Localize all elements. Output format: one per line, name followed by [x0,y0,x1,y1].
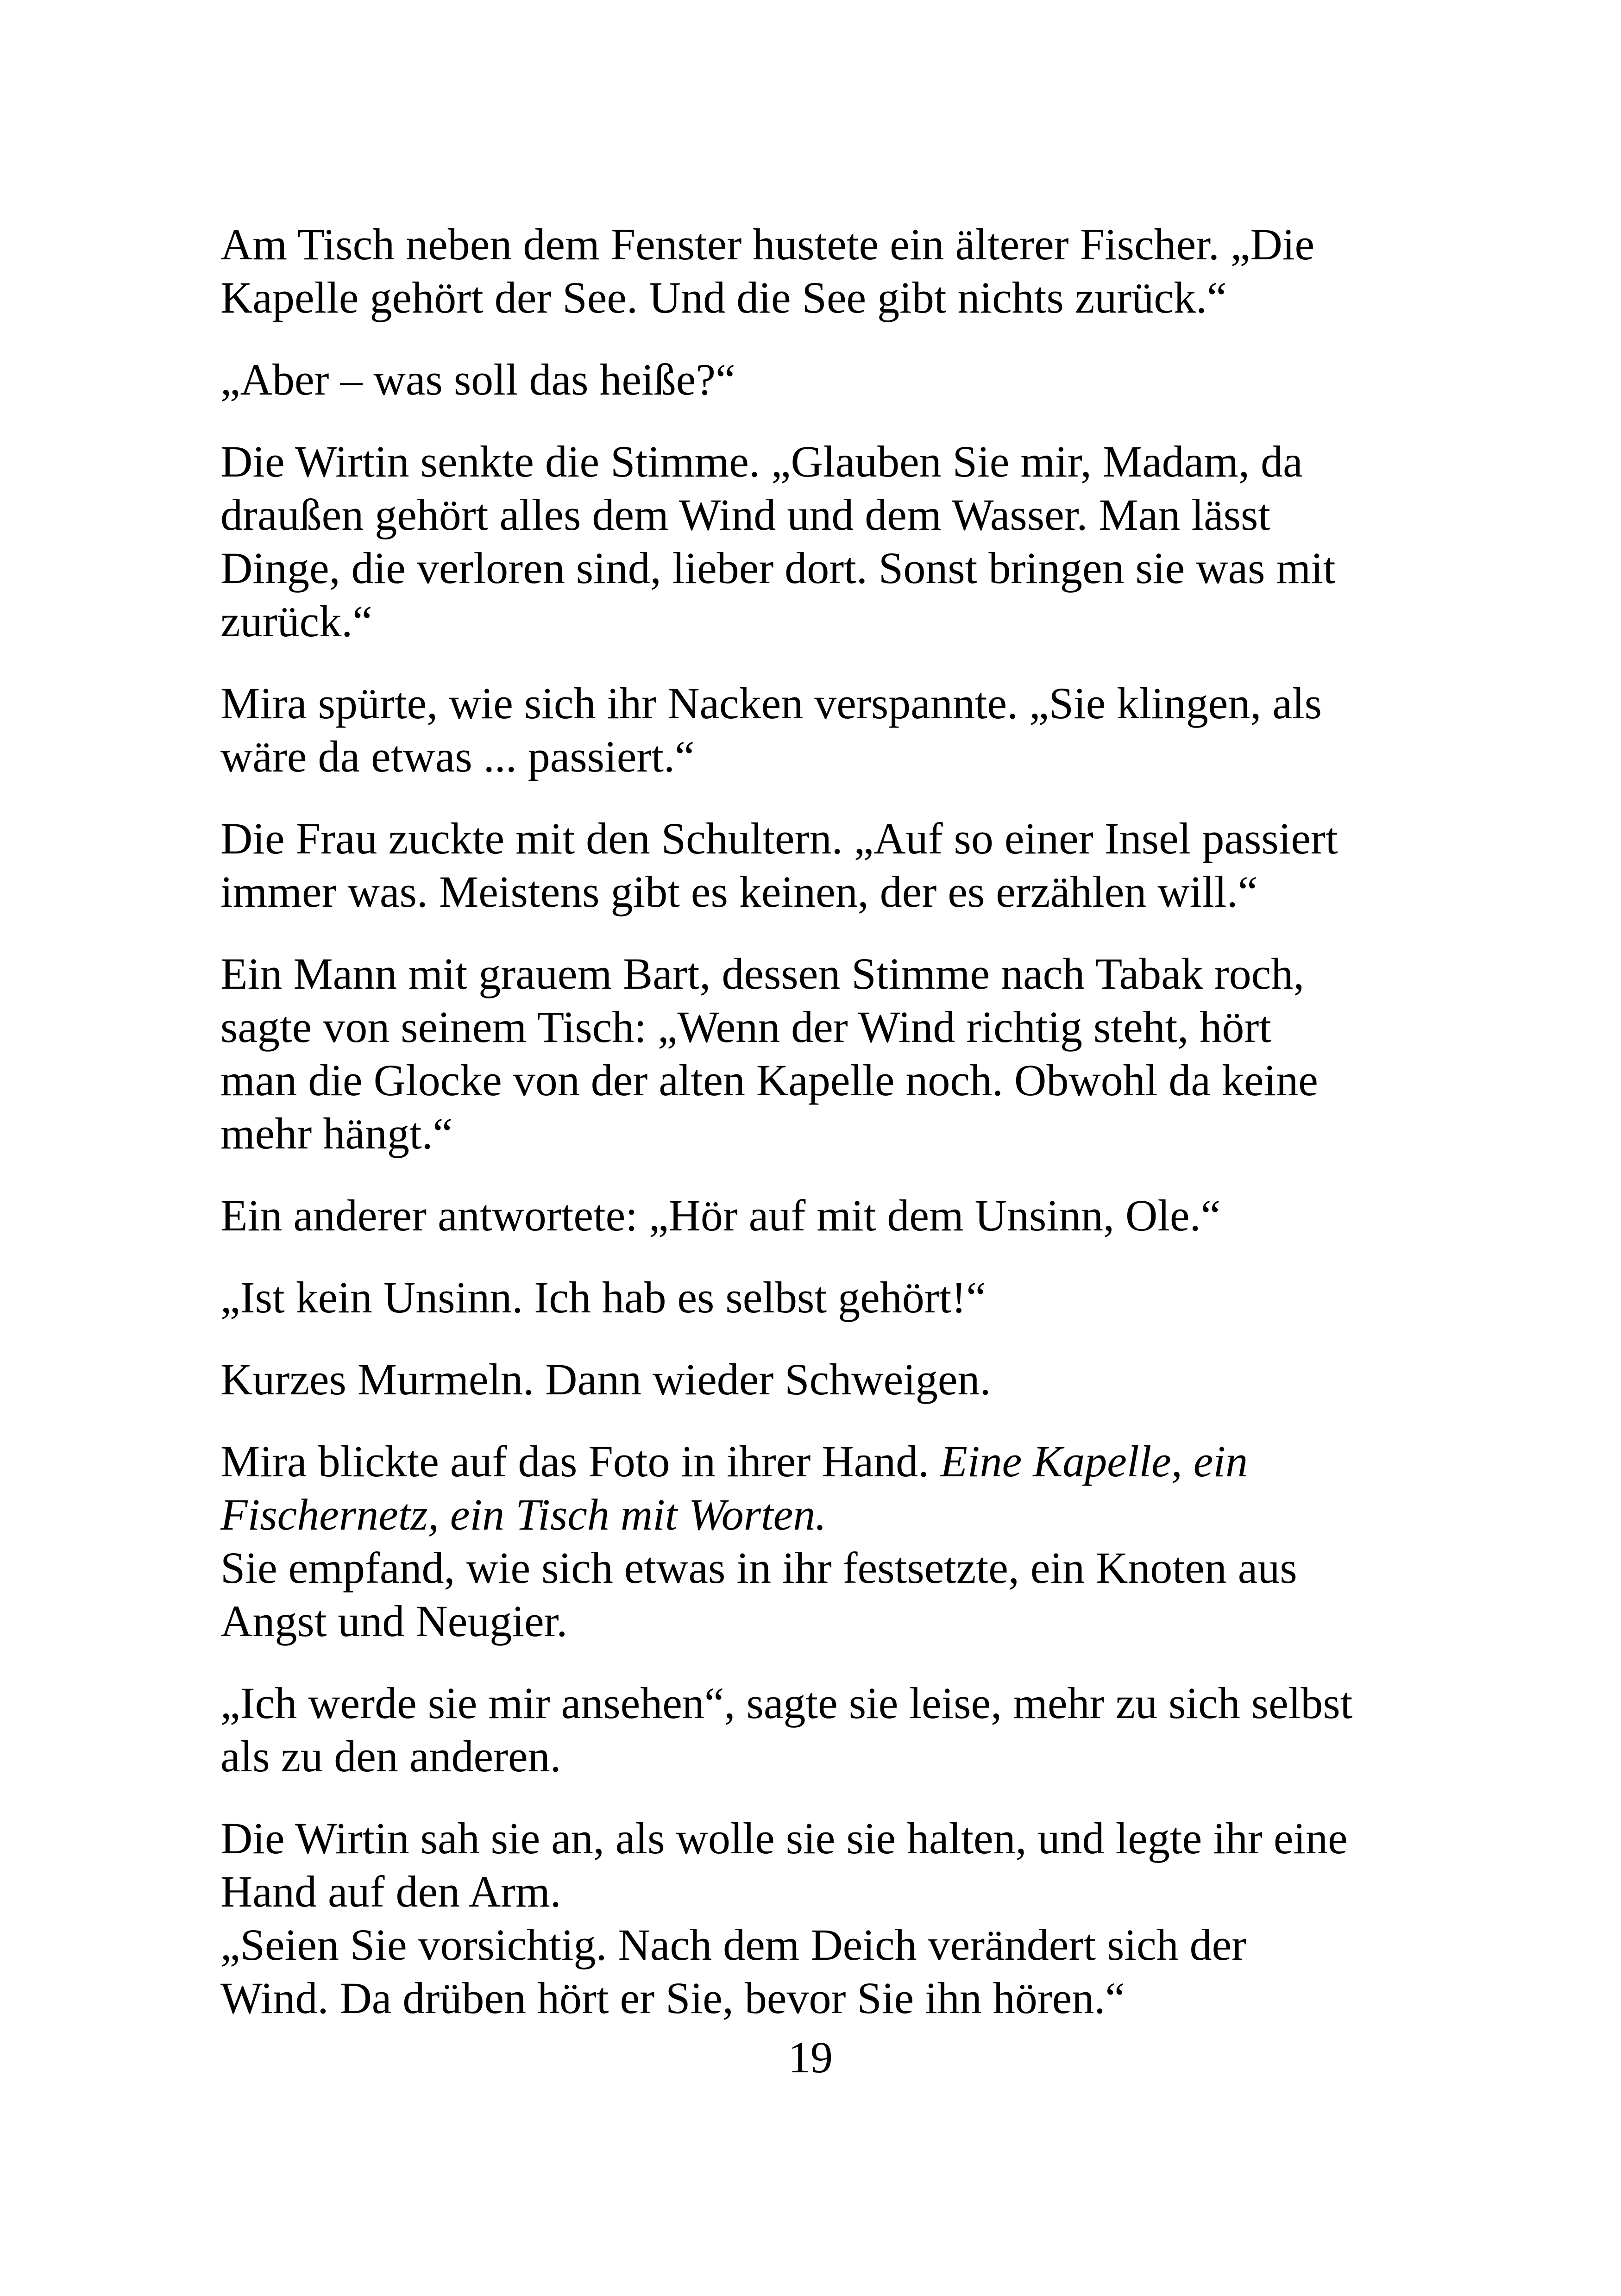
text-line: zurück.“ [220,596,372,646]
paragraph [220,1271,1425,1324]
text-line: „Seien Sie vorsichtig. Nach dem Deich verändert sich der [220,1920,1247,1970]
text-line: Sie empfand, wie sich etwas in ihr festsetzte, ein Knoten aus [220,1543,1297,1593]
text-line: „Ich werde sie mir ansehen“, sagte sie leise, mehr zu sich selbst [220,1678,1353,1728]
paragraph [220,435,1425,648]
text-line: als zu den anderen. [220,1731,561,1781]
text-line: Die Frau zuckte mit den Schultern. „Auf so einer Insel passiert [220,814,1338,863]
paragraph [220,1918,1425,2025]
text-line: Ein Mann mit grauem Bart, dessen Stimme nach Tabak roch, [220,949,1305,998]
text-line: „Aber – was soll das heiße?“ [220,355,735,404]
text-line: Die Wirtin senkte die Stimme. „Glauben Sie mir, Madam, da [220,437,1303,486]
paragraph [220,1353,1425,1406]
text-line [220,1435,1425,1488]
text-line: wäre da etwas ... passiert.“ [220,732,695,781]
text-line: Wind. Da drüben hört er Sie, bevor Sie ihn hören.“ [220,1973,1125,2023]
paragraph [220,1435,1425,1541]
text-line: Hand auf den Arm. [220,1867,561,1916]
text-line: Am Tisch neben dem Fenster hustete ein älterer Fischer. „Die [220,220,1315,269]
text-line: mehr hängt.“ [220,1109,453,1158]
text-line: draußen gehört alles dem Wind und dem Wasser. Man lässt [220,490,1271,539]
text-plain: Mira blickte auf das Foto in ihrer Hand. [220,1437,941,1486]
paragraph [220,218,1425,324]
text-line: Kapelle gehört der See. Und die See gibt nichts zurück.“ [220,273,1227,322]
text-line: immer was. Meistens gibt es keinen, der es erzählen will.“ [220,867,1258,916]
text-line: Angst und Neugier. [220,1596,568,1646]
text-line: Mira spürte, wie sich ihr Nacken verspannte. „Sie klingen, als [220,678,1322,728]
text-line: Ein anderer antwortete: „Hör auf mit dem Unsinn, Ole.“ [220,1191,1221,1240]
text-line: Die Wirtin sah sie an, als wolle sie sie halten, und legte ihr eine [220,1813,1348,1863]
page-number: 19 [788,2033,833,2082]
text-italic: Eine Kapelle, ein [940,1437,1248,1486]
paragraph [220,1812,1425,1918]
paragraph [220,353,1425,406]
paragraph [220,1189,1425,1242]
body-text [220,218,1425,2053]
paragraph [220,812,1425,918]
paragraph [220,1676,1425,1783]
paragraph [220,1541,1425,1648]
text-line: man die Glocke von der alten Kapelle noch. Obwohl da keine [220,1055,1318,1105]
text-line: Kurzes Murmeln. Dann wieder Schweigen. [220,1355,991,1404]
text-line-italic: Fischernetz, ein Tisch mit Worten. [220,1490,827,1539]
paragraph [220,677,1425,783]
paragraph [220,947,1425,1160]
text-line: sagte von seinem Tisch: „Wenn der Wind richtig steht, hört [220,1002,1271,1052]
text-line: „Ist kein Unsinn. Ich hab es selbst gehört!“ [220,1273,986,1322]
text-line: Dinge, die verloren sind, lieber dort. Sonst bringen sie was mit [220,543,1336,593]
